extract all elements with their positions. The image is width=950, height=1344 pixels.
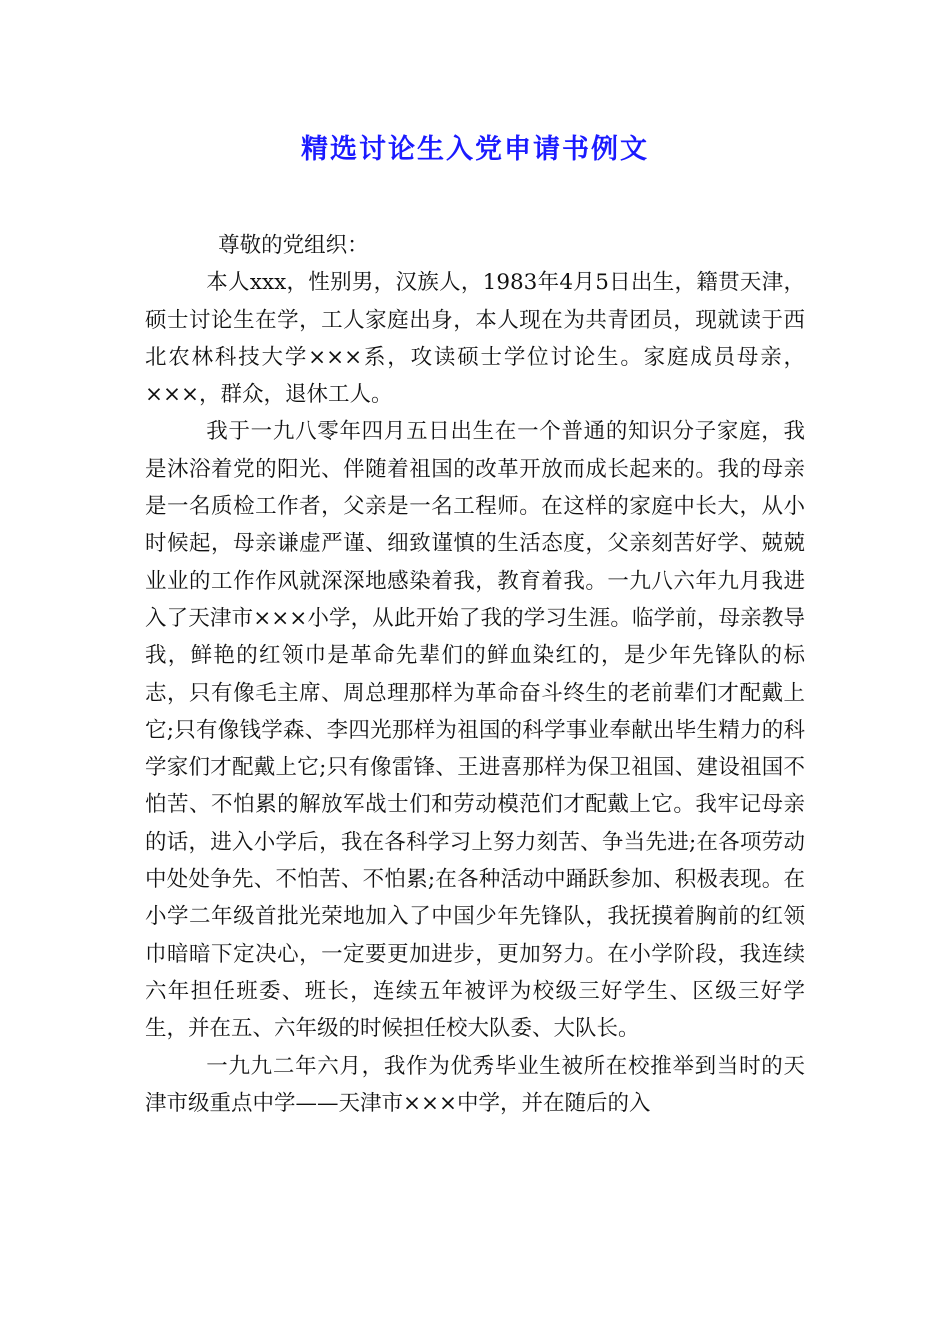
paragraph-middle-school: 一九九二年六月，我作为优秀毕业生被所在校推举到当时的天津市级重点中学——天津市×××中学，并在随后的入 (145, 1053, 805, 1116)
paragraph-childhood: 我于一九八零年四月五日出生在一个普通的知识分子家庭，我是沐浴着党的阳光、伴随着祖国的改革开放而成长起来的。我的母亲是一名质检工作者，父亲是一名工程师。在这样的家庭中长大，从小时候起，母亲谦虚严谨、细致谨慎的生活态度，父亲刻苦好学、兢兢业业的工作作风就深深地感染着我，教育着我。一九八六年九月我进入了天津市×××小学，从此开始了我的学习生涯。临学前，母亲教导我，鲜艳的红领巾是革命先辈们的鲜血染红的，是少年先锋队的标志，只有像毛主席、周总理那样为革命奋斗终生的老前辈们才配戴上它;只有像钱学森、李四光那样为祖国的科学事业奉献出毕生精力的科学家们才配戴上它;只有像雷锋、王进喜那样为保卫祖国、建设祖国不怕苦、不怕累的解放军战士们和劳动模范们才配戴上它。我牢记母亲的话，进入小学后，我在各科学习上努力刻苦、争当先进;在各项劳动中处处争先、不怕苦、不怕累;在各种活动中踊跃参加、积极表现。在小学二年级首批光荣地加入了中国少年先锋队，我抚摸着胸前的红领巾暗暗下定决心，一定要更加进步，更加努力。在小学阶段，我连续六年担任班委、班长，连续五年被评为校级三好学生、区级三好学生，并在五、六年级的时候担任校大队委、大队长。 (145, 419, 805, 1042)
document-body (145, 227, 805, 1122)
paragraph-personal-info: 本人xxx，性别男，汉族人，1983年4月5日出生，籍贯天津，硕士讨论生在学，工人家庭出身，本人现在为共青团员，现就读于西北农林科技大学×××系，攻读硕士学位讨论生。家庭成员母亲，×××，群众，退休工人。 (145, 270, 805, 408)
salutation: 尊敬的党组织： (218, 233, 369, 258)
document-title: 精选讨论生入党申请书例文 (301, 134, 649, 165)
